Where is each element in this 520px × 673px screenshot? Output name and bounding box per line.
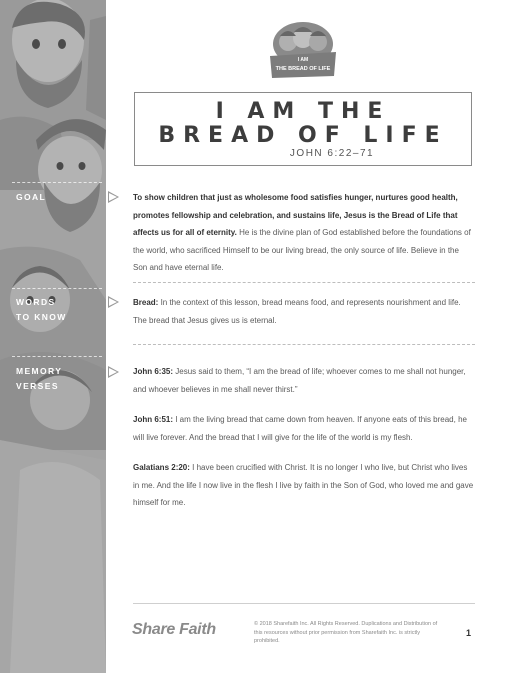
sidebar-divider bbox=[12, 356, 102, 357]
memory-verses-label bbox=[16, 364, 96, 394]
goal-text bbox=[133, 189, 475, 277]
words-to-know-label bbox=[16, 295, 96, 325]
sidebar-divider bbox=[12, 288, 102, 289]
words-arrow-icon bbox=[108, 296, 119, 308]
title-box bbox=[134, 92, 472, 166]
goal-body-text: He is the divine plan of God established before the foundations of the world, who sacrificed Himself to be our living bread, the only source of life. Believe in the Son and have eternal life. bbox=[133, 228, 471, 272]
memory-verse-2 bbox=[133, 411, 475, 446]
memory-verse-1 bbox=[133, 363, 475, 398]
words-label-line2: TO KNOW bbox=[16, 312, 67, 322]
verse-text: I have been crucified with Christ. It is no longer I who live, but Christ who lives in me. And the life I now live in the flesh I live by faith in the Son of God, who loved me and gave himself for me. bbox=[133, 463, 474, 507]
memory-verse-3 bbox=[133, 459, 475, 512]
title-line-2: BREAD OF LIFE bbox=[158, 123, 448, 148]
words-label-line1: WORDS bbox=[16, 297, 56, 307]
goal-label-text: GOAL bbox=[16, 192, 47, 202]
goal-bold-text: To show children that just as wholesome food satisfies hunger, nurtures good health, promotes fellowship and celebration, and sustains life, Jesus is the Bread of Life that affects us for all of eternity. bbox=[133, 193, 458, 237]
memory-label-line2: VERSES bbox=[16, 381, 59, 391]
sidebar-divider bbox=[12, 182, 102, 183]
verse-ref: John 6:51: bbox=[133, 415, 174, 424]
verse-ref: John 6:35: bbox=[133, 367, 174, 376]
lesson-badge-logo bbox=[266, 20, 340, 84]
scripture-reference: JOHN 6:22–71 bbox=[289, 148, 375, 159]
word-definition: In the context of this lesson, bread means food, and represents nourishment and life. The bread that Jesus gives us is eternal. bbox=[133, 298, 461, 325]
memory-arrow-icon bbox=[108, 366, 119, 378]
section-divider bbox=[133, 344, 475, 345]
goal-label bbox=[16, 190, 96, 205]
sharefaith-logo: Share Faith bbox=[132, 621, 216, 638]
section-divider bbox=[133, 282, 475, 283]
memory-label-line1: MEMORY bbox=[16, 366, 63, 376]
verse-text: Jesus said to them, “I am the bread of life; whoever comes to me shall not hunger, and whoever believes in me shall never thirst.” bbox=[133, 367, 466, 394]
verse-text: I am the living bread that came down from heaven. If anyone eats of this bread, he will live forever. And the bread that I will give for the life of the world is my flesh. bbox=[133, 415, 467, 442]
badge-title-text: THE BREAD OF LIFE bbox=[275, 66, 331, 72]
footer-divider bbox=[133, 603, 475, 604]
title-line-1: I AM THE bbox=[215, 99, 391, 124]
badge-small-text: I AM bbox=[297, 57, 309, 63]
sidebar-illustration bbox=[0, 0, 106, 673]
page-number: 1 bbox=[466, 628, 472, 638]
word-term: Bread: bbox=[133, 298, 159, 307]
goal-arrow-icon bbox=[108, 191, 119, 203]
characters-illustration bbox=[0, 0, 106, 673]
copyright-notice: © 2018 Sharefaith Inc. All Rights Reserved. Duplications and Distribution of this resources without prior permission from Sharefaith Inc. is strictly prohibited. bbox=[254, 621, 438, 644]
verse-ref: Galatians 2:20: bbox=[133, 463, 190, 472]
words-to-know-text bbox=[133, 294, 475, 329]
